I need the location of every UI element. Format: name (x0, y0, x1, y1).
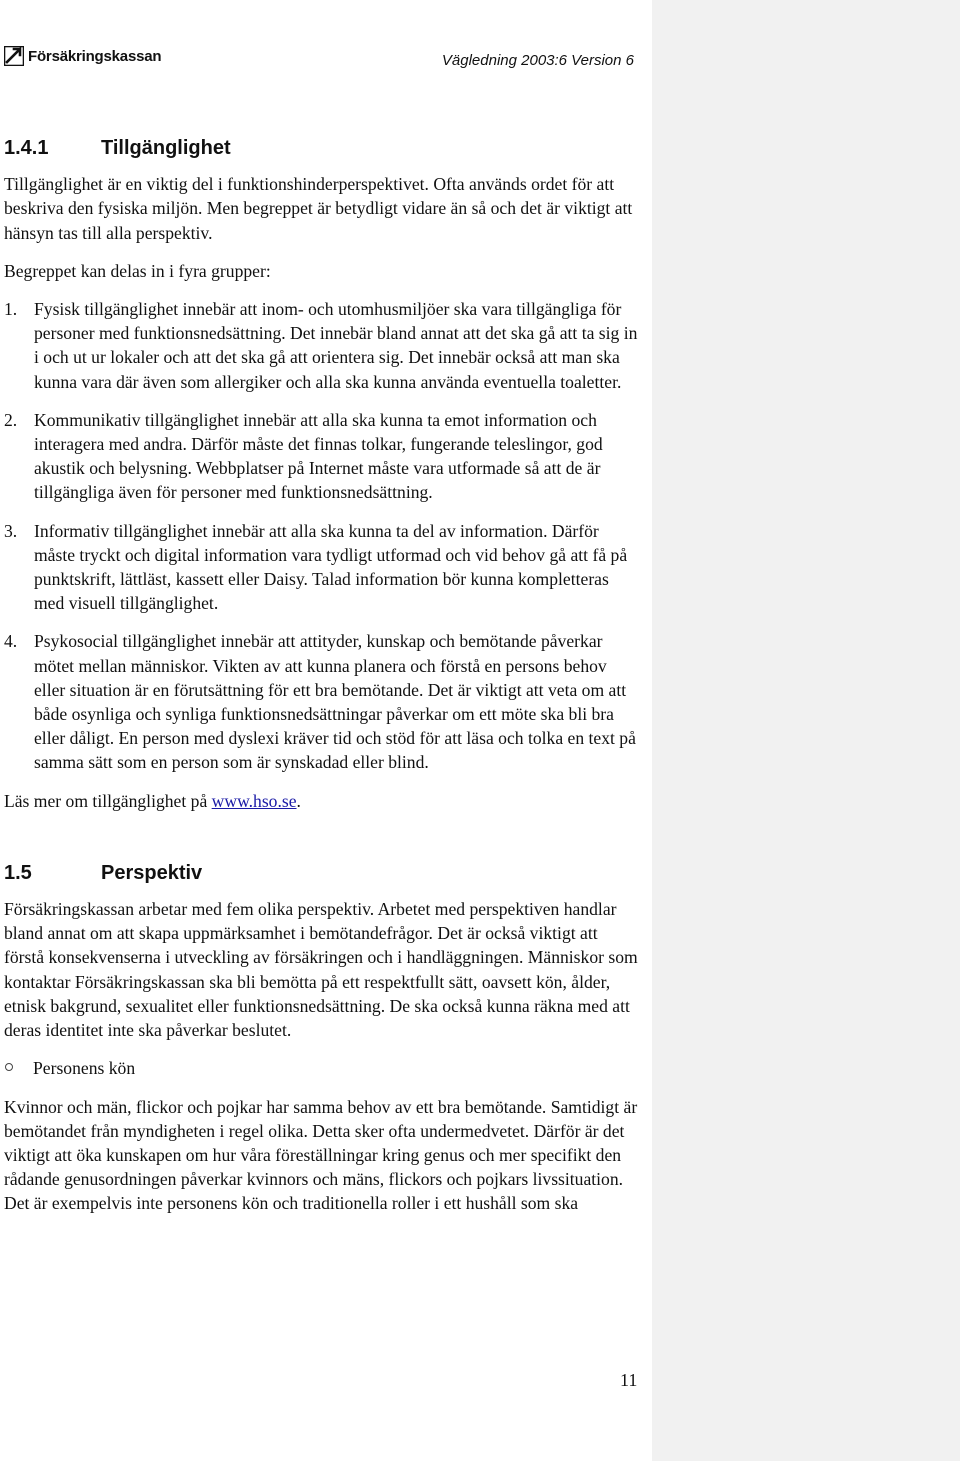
section-heading-1-4-1 (4, 136, 640, 160)
page-content (4, 136, 640, 1216)
paragraph-perspektiv: Försäkringskassan arbetar med fem olika perspektiv. Arbetet med perspektiven handlar bland annat om att skapa uppmärksamhet i bemötandefrågor. Det är också viktigt att förstå konsekvenserna i utveckling av försäkringen och i handläggningen. Människor som kontaktar Försäkringskassan ska bli bemötta på ett respektfullt sätt, oavsett kön, ålder, etnisk bakgrund, sexualitet eller funktionsnedsättning. De ska också kunna räkna med att deras identitet inte ska påverkar beslutet. (4, 899, 638, 1041)
section-title: Perspektiv (101, 861, 203, 884)
section-number: 1.4.1 (4, 137, 49, 159)
list-marker: 3. (4, 520, 18, 541)
list-item-text: Kommunikativ tillgänglighet innebär att alla ska kunna ta emot information och interagera med andra. Därför måste det finnas tolkar, fungerande teleslingor, god akustik och belysning. Webbplatser på Internet måste vara utformade så att de är tillgängliga även för personer med funktionsnedsättning. (34, 409, 603, 503)
brand-logo (4, 46, 161, 66)
bullet-item (4, 1056, 640, 1080)
document-version: Vägledning 2003:6 Version 6 (441, 52, 634, 69)
list-marker: 2. (4, 409, 18, 430)
list-item (4, 297, 640, 394)
list-item (4, 629, 640, 774)
section-number: 1.5 (4, 861, 32, 884)
bullet-text: Personens kön (33, 1058, 136, 1079)
list-item-text: Fysisk tillgänglighet innebär att inom- och utomhusmiljöer ska vara tillgängliga för personer med funktionsnedsättning. Det innebär bland annat att det ska gå att ta sig in i och ut ur lokaler och att det ska gå att orientera sig. Det innebär också att man ska kunna vara där även som allergiker och alla ska kunna använda eventuella toaletter. (34, 299, 638, 392)
list-item-text: Psykosocial tillgänglighet innebär att attityder, kunskap och bemötande påverkar mötet mellan människor. Vikten av att kunna planera och förstå en persons behov eller situation är en förutsättning för ett bra bemötande. Det är viktigt att veta om att både osynliga och synliga funktionsnedsättningar påverkar om ett möte ska bli bra eller dåligt. En person med dyslexi kräver tid och stöd för att läsa och tolka en text på samma sätt som en person som är synskadad eller blind. (34, 631, 636, 773)
list-marker: 4. (4, 631, 18, 652)
forsakringskassan-logo-icon (4, 46, 24, 66)
list-item-text: Informativ tillgänglighet innebär att alla ska kunna ta del av information. Därför måste tryckt och digital information vara tydligt utformad och vid behov gå att få på punktskrift, lättläst, kassett eller Daisy. Talad information bör kunna kompletteras med visuell tillgänglighet. (34, 520, 628, 614)
list-item (4, 408, 640, 505)
list-item (4, 519, 640, 616)
list-marker: 1. (4, 299, 18, 320)
paragraph-intro: Tillgänglighet är en viktig del i funktionshinderperspektivet. Ofta används ordet för att beskriva den fysiska miljön. Men begreppet är betydligt vidare än så och det är viktigt att hänsyn tas till alla perspektiv. (4, 174, 633, 243)
bullet-dot-icon (5, 1063, 13, 1071)
read-more-suffix: . (296, 790, 301, 811)
section-heading-1-5 (4, 861, 640, 885)
hso-link[interactable]: www.hso.se (211, 790, 297, 811)
page-header (4, 46, 634, 74)
comment-margin (652, 0, 960, 1461)
page-number: 11 (620, 1370, 638, 1390)
paragraph-lead: Begreppet kan delas in i fyra grupper: (4, 260, 271, 281)
section-title: Tillgänglighet (101, 137, 231, 159)
brand-name: Försäkringskassan (28, 47, 162, 65)
paragraph-kon: Kvinnor och män, flickor och pojkar har samma behov av ett bra bemötande. Samtidigt är bemötandet från myndigheten i regel olika. Detta sker ofta undermedvetet. Därför är det viktigt att öka kunskapen om hur våra föreställningar kring genus och mer specifikt den rådande genusordningen påverkar kvinnors och mäns, flickors och pojkars livssituation. Det är exempelvis inte personens kön och traditionella roller i ett hushåll som ska (4, 1096, 638, 1214)
read-more-prefix: Läs mer om tillgänglighet på (4, 790, 212, 811)
read-more (4, 789, 640, 813)
